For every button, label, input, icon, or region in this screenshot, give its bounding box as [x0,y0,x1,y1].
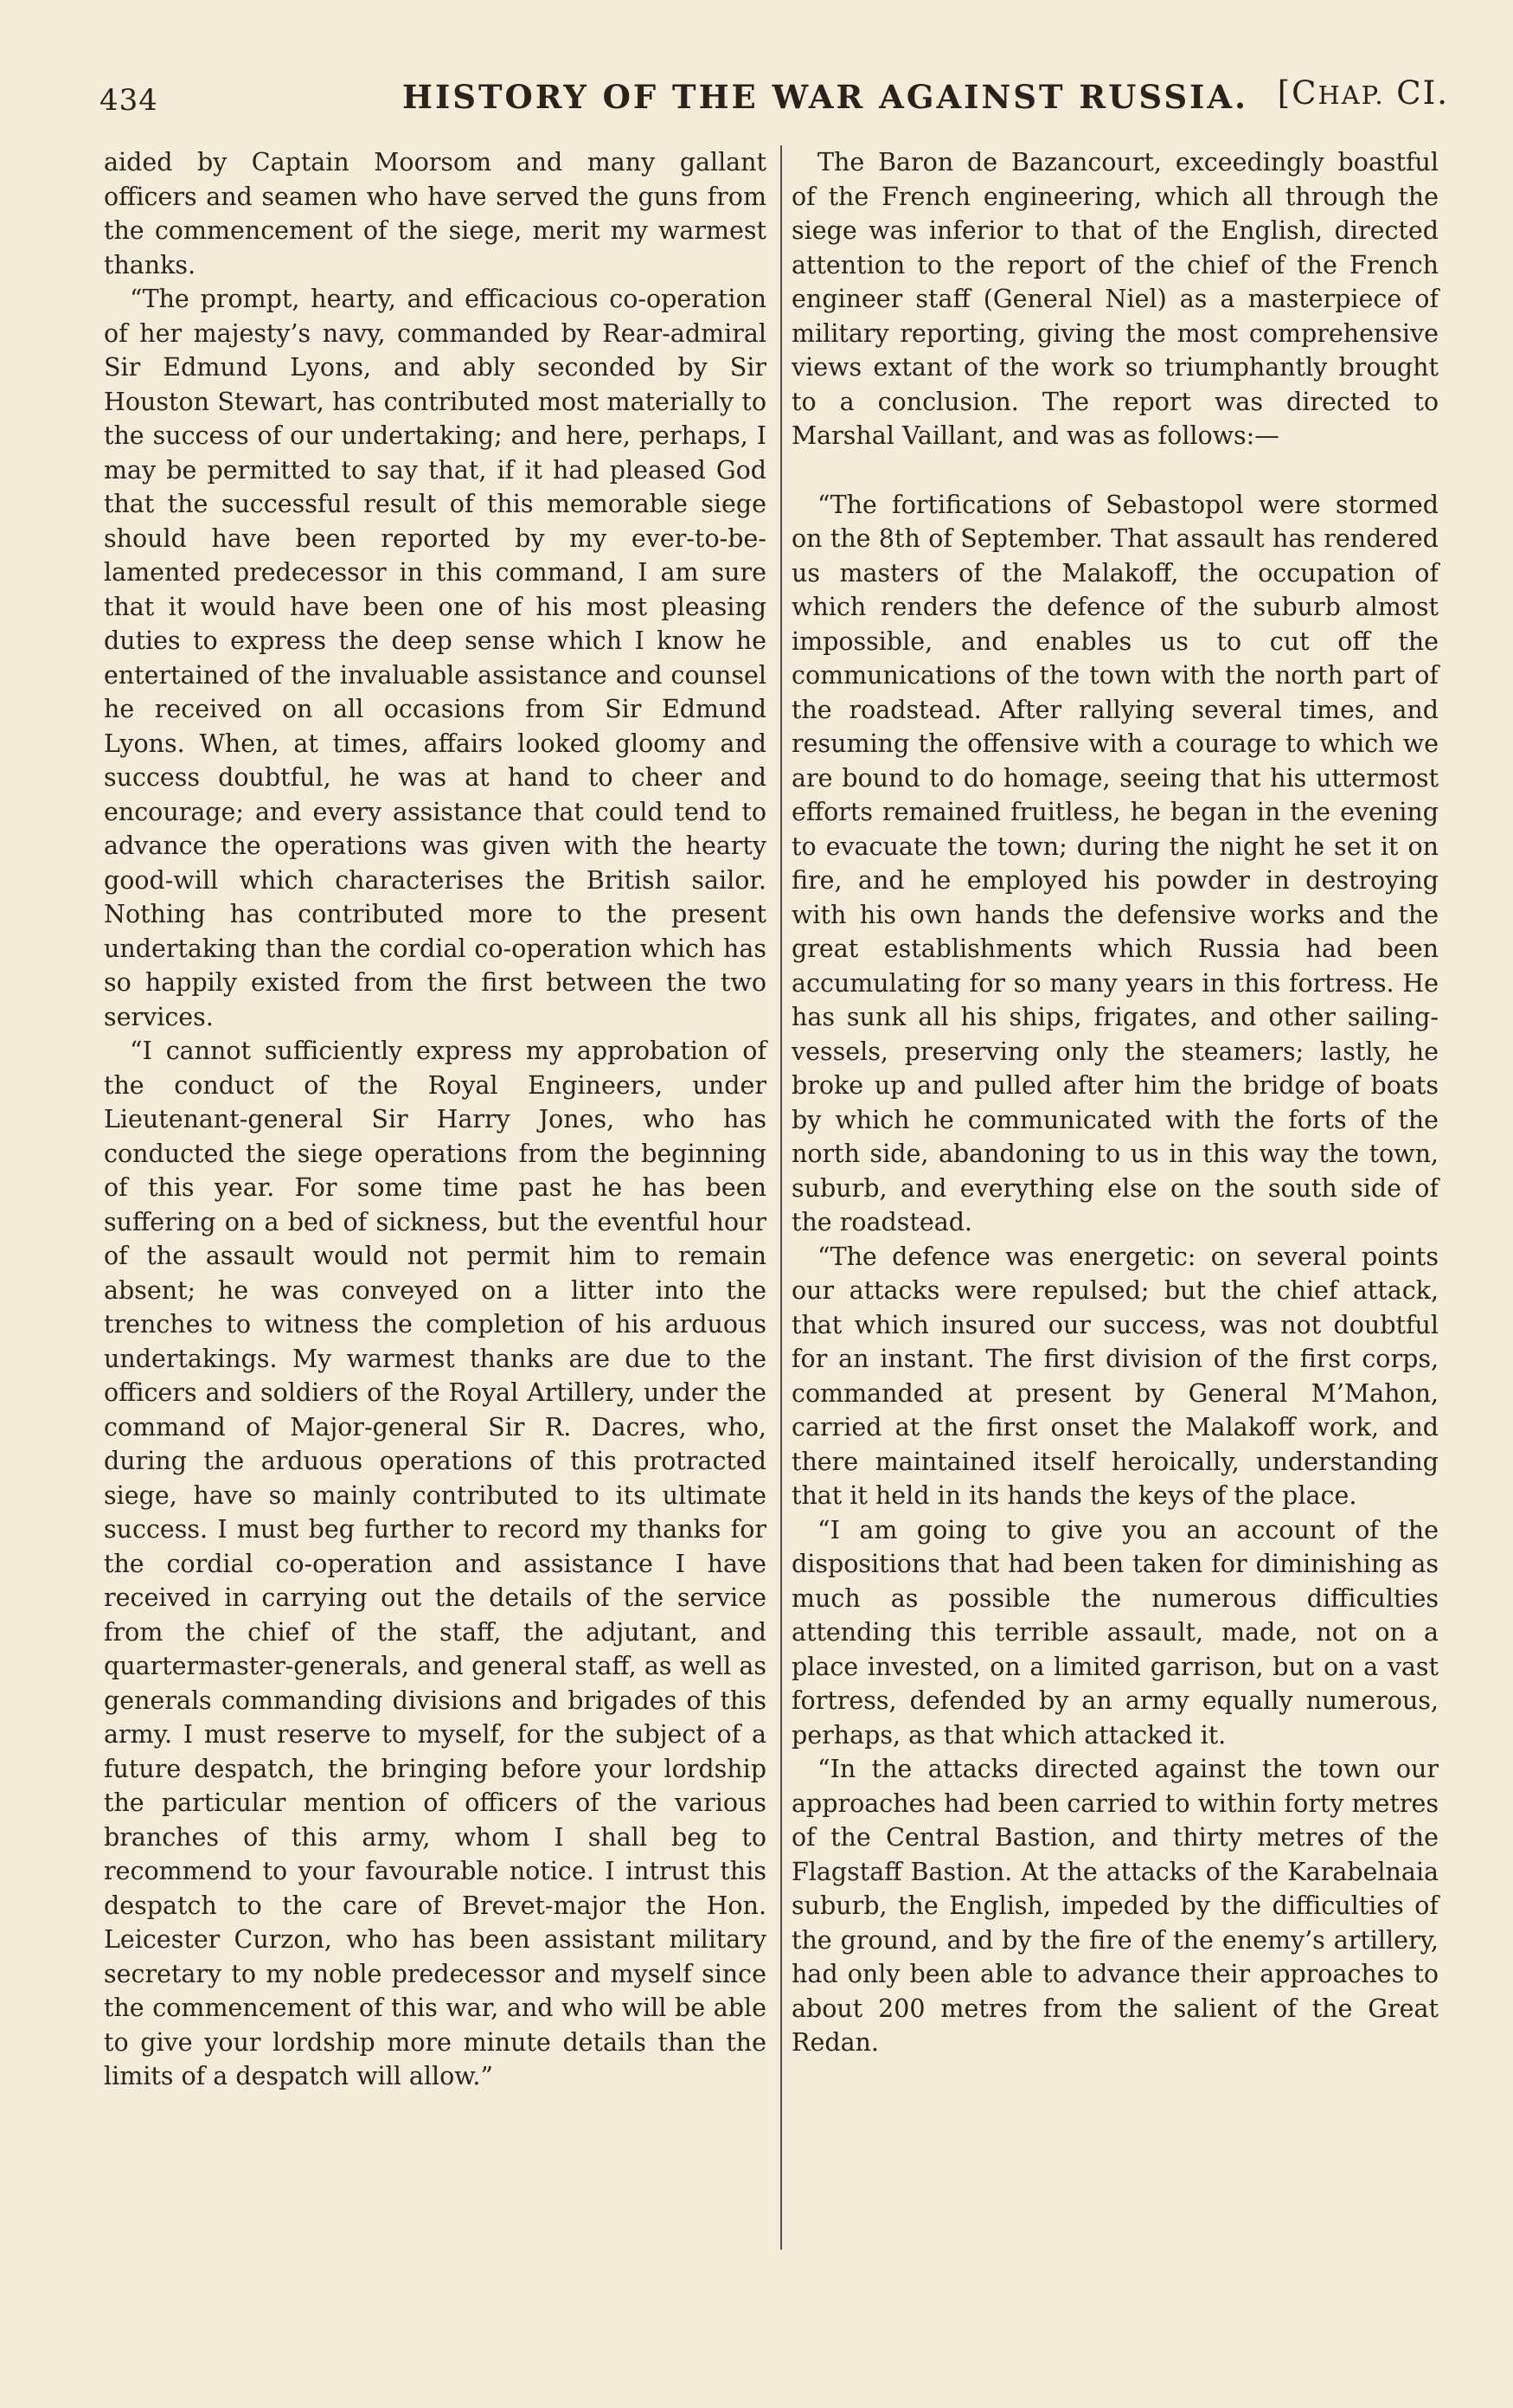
chapter-abbrev: HAP. [1317,80,1385,110]
paragraph: “I am going to give you an account of the dispositions that had been taken for diminishing as much as possible the numerous difficulties attending this terrible assault, made, not on a place invested, on a limited garrison, but on a vast fortress, defended by an army equally numerous, perhaps, as that which attacked it. [792,1515,1439,1750]
right-column [792,145,1439,2060]
paragraph: “The prompt, hearty, and efficacious co-operation of her majesty’s navy, commanded by Rear-admiral Sir Edmund Lyons, and ably seconded by Sir Houston Stewart, has contributed most materially to the success of our undertaking; and here, perhaps, I may be permitted to say that, if it had pleased God that the successful result of this memorable siege should have been reported by my ever-to-be-lamented predecessor in this command, I am sure that it would have been one of his most pleasing duties to express the deep sense which I know he entertained of the invaluable assistance and counsel he received on all occasions from Sir Edmund Lyons. When, at times, affairs looked gloomy and success doubtful, he was at hand to cheer and encourage; and every assistance that could tend to advance the operations was given with the hearty good-will which characterises the British sailor. Nothing has contributed more to the present undertaking than the cordial co-operation which has so happily existed from the first between the two services. [104,285,766,1031]
paragraph: “I cannot sufficiently express my approbation of the conduct of the Royal Engineers, under Lieutenant-general Sir Harry Jones, who has conducted the siege operations from the beginning of this year. For some time past he has been suffering on a bed of sickness, but the eventful hour of the assault would not permit him to remain absent; he was conveyed on a litter into the trenches to witness the completion of his arduous undertakings. My warmest thanks are due to the officers and soldiers of the Royal Artillery, under the command of Major-general Sir R. Dacres, who, during the arduous operations of this protracted siege, have so mainly contributed to its ultimate success. I must beg further to record my thanks for the cordial co-operation and assistance I have received in carrying out the details of the service from the chief of the staff, the adjutant, and quartermaster-generals, and general staff, as well as generals commanding divisions and brigades of this army. I must reserve to myself, for the subject of a future despatch, the bringing before your lordship the particular mention of officers of the various branches of this army, whom I shall beg to recommend to your favourable notice. I intrust this despatch to the care of Brevet-major the Hon. Leicester Curzon, who has been assistant military secretary to my noble predecessor and myself since the commencement of this war, and who will be able to give your lordship more minute details than the limits of a despatch will allow.” [104,1037,766,2090]
paragraph: “The defence was energetic: on several points our attacks were repulsed; but the chief attack, that which insured our success, was not doubtful for an instant. The first division of the first corps, commanded at present by General M’Mahon, carried at the first onset the Malakoff work, and there maintained itself heroically, understanding that it held in its hands the keys of the place. [792,1242,1439,1510]
chapter-number: CI. [1384,74,1449,112]
paragraph: aided by Captain Moorsom and many gallant officers and seamen who have served the guns from the commencement of the siege, merit my warmest thanks. [104,148,766,279]
running-title: HISTORY OF THE WAR AGAINST RUSSIA. [402,78,1248,116]
page-header [99,69,1449,121]
column-divider [780,145,782,2250]
paragraph: “In the attacks directed against the town our approaches had been carried to within forty metres of the Central Bastion, and thirty metres of the Flagstaff Bastion. At the attacks of the Karabelnaia suburb, the English, impeded by the difficulties of the ground, and by the fire of the enemy’s artillery, had only been able to advance their approaches to about 200 metres from the salient of the Great Redan. [792,1755,1439,2057]
paragraph: The Baron de Bazancourt, exceedingly boastful of the French engineering, which all through the siege was inferior to that of the English, directed attention to the report of the chief of the French engineer staff (General Niel) as a masterpiece of military reporting, giving the most comprehensive views extant of the work so triumphantly brought to a conclusion. The report was directed to Marshal Vaillant, and was as follows:— [792,148,1439,450]
page-number: 434 [99,83,158,118]
chapter-reference [1278,74,1449,112]
paragraph: “The fortifications of Sebastopol were stormed on the 8th of September. That assault has rendered us masters of the Malakoff, the occupation of which renders the defence of the suburb almost impossible, and enables us to cut off the communications of the town with the north part of the roadstead. After rallying several times, and resuming the offensive with a courage to which we are bound to do homage, seeing that his uttermost efforts remained fruitless, he began in the evening to evacuate the town; during the night he set it on fire, and he employed his powder in destroying with his own hands the defensive works and the great establishments which Russia had been accumulating for so many years in this fortress. He has sunk all his ships, frigates, and other sailing-vessels, preserving only the steamers; lastly, he broke up and pulled after him the bridge of boats by which he communicated with the forts of the north side, abandoning to us in this way the town, suburb, and everything else on the south side of the roadstead. [792,490,1439,1236]
left-column [104,145,766,2094]
chapter-prefix: [C [1277,74,1318,112]
